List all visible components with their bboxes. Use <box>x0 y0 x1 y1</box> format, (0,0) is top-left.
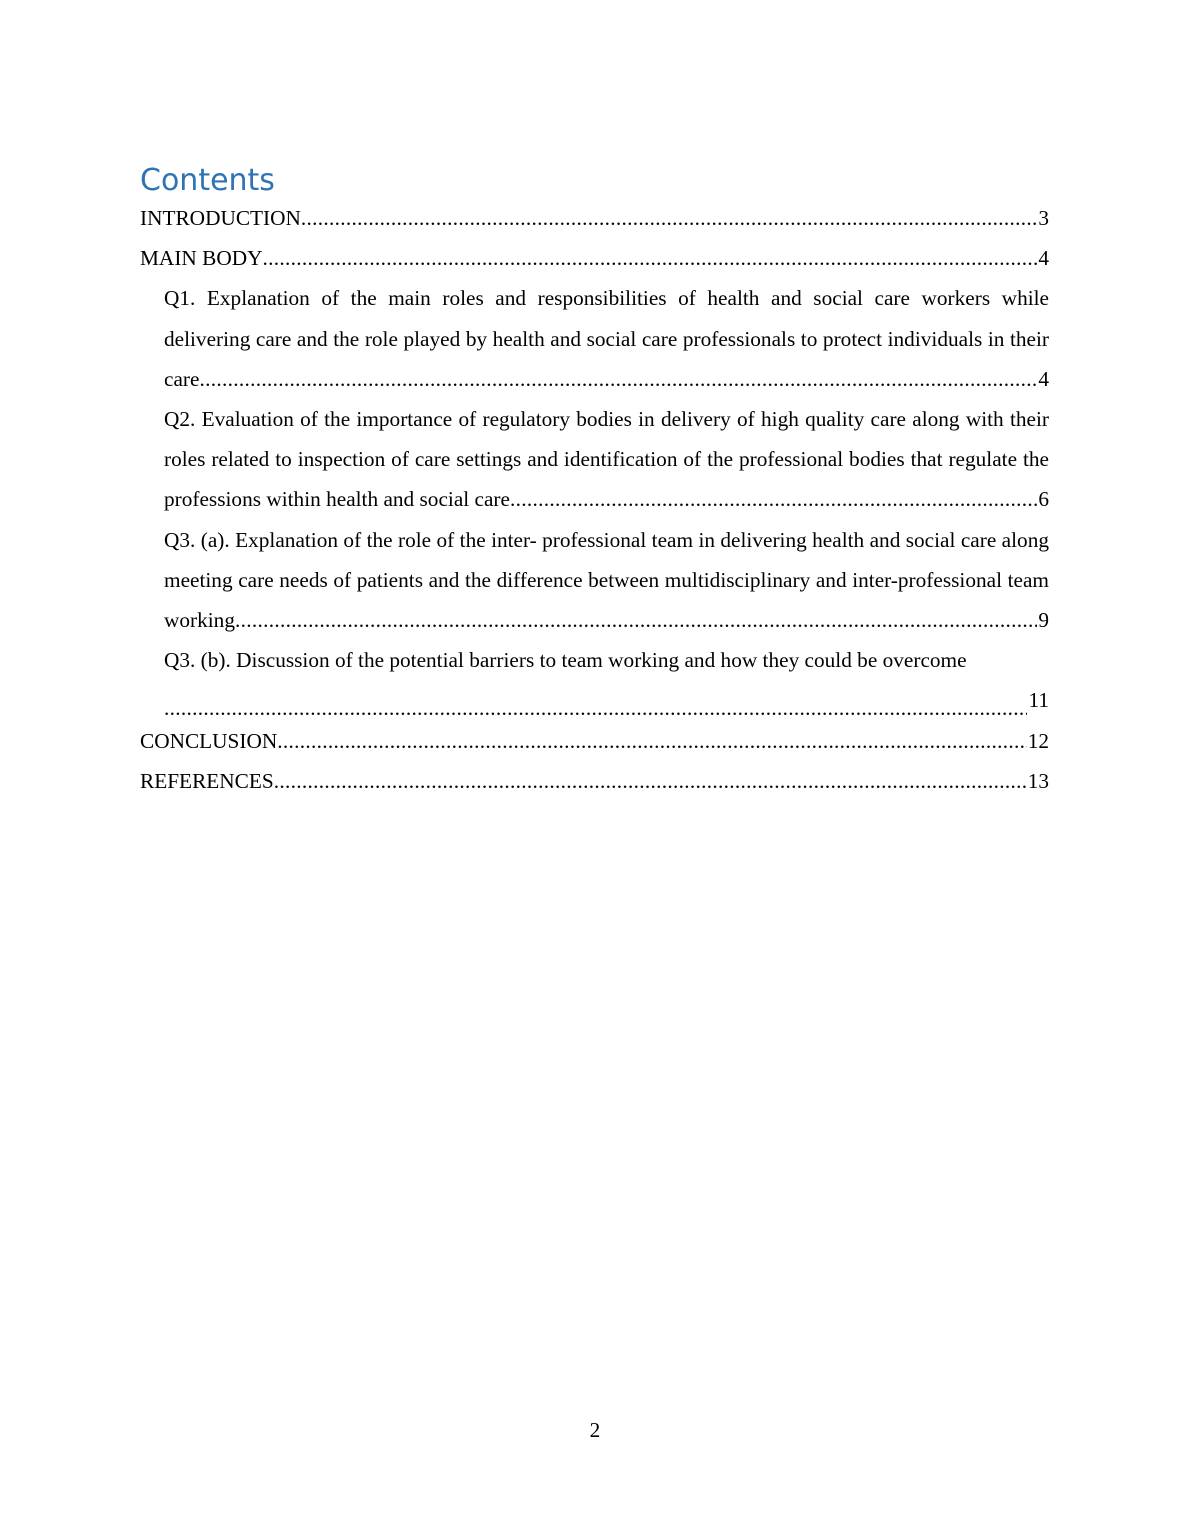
toc-entry-page: 3 <box>1037 198 1049 238</box>
toc-entry-references[interactable] <box>140 761 1049 801</box>
toc-entry-title: CONCLUSION ..... <box>140 729 277 753</box>
toc-entry-page: 11 <box>1027 680 1049 720</box>
toc-entry-q1[interactable] <box>164 278 1049 399</box>
toc-entry-page: 12 <box>1027 721 1049 761</box>
toc-entry-page: 4 <box>1037 359 1049 399</box>
toc-heading: Contents <box>140 163 275 198</box>
toc-entry-q3b[interactable] <box>164 640 1049 720</box>
toc-entry-title: MAIN BODY ..... <box>140 246 262 270</box>
toc-entry-title: Q2. Evaluation of the importance of regulatory bodies in delivery of high quality care along with their roles related to inspection of care settings and identification of the professional bodies that regulate the professions within health and social care ..... <box>164 407 1049 511</box>
toc-entry-q3a[interactable] <box>164 520 1049 641</box>
toc-entry-q2[interactable] <box>164 399 1049 520</box>
toc-entry-main-body[interactable] <box>140 238 1049 278</box>
toc-entry-introduction[interactable] <box>140 198 1049 238</box>
toc-entry-page: 4 <box>1037 238 1049 278</box>
toc-entry-title: Q3. (b). Discussion of the potential barriers to team working and how they could be overcome ..... <box>164 648 967 672</box>
toc-entry-title: REFERENCES ..... <box>140 769 274 793</box>
toc-entry-conclusion[interactable] <box>140 721 1049 761</box>
toc-entry-title: Q1. Explanation of the main roles and responsibilities of health and social care workers while delivering care and the role played by health and social care professionals to protect individuals in their care ..... <box>164 286 1049 390</box>
toc-entry-title: Q3. (a). Explanation of the role of the inter- professional team in delivering health and social care along meeting care needs of patients and the difference between multidisciplinary and inter-professional team working ..... <box>164 528 1049 632</box>
toc-entry-page: 9 <box>1037 600 1049 640</box>
page-number: 2 <box>589 1418 601 1442</box>
toc-entry-page: 6 <box>1037 479 1049 519</box>
table-of-contents <box>140 198 1049 801</box>
toc-entry-title: INTRODUCTION ..... <box>140 206 301 230</box>
toc-entry-page: 13 <box>1027 761 1049 801</box>
